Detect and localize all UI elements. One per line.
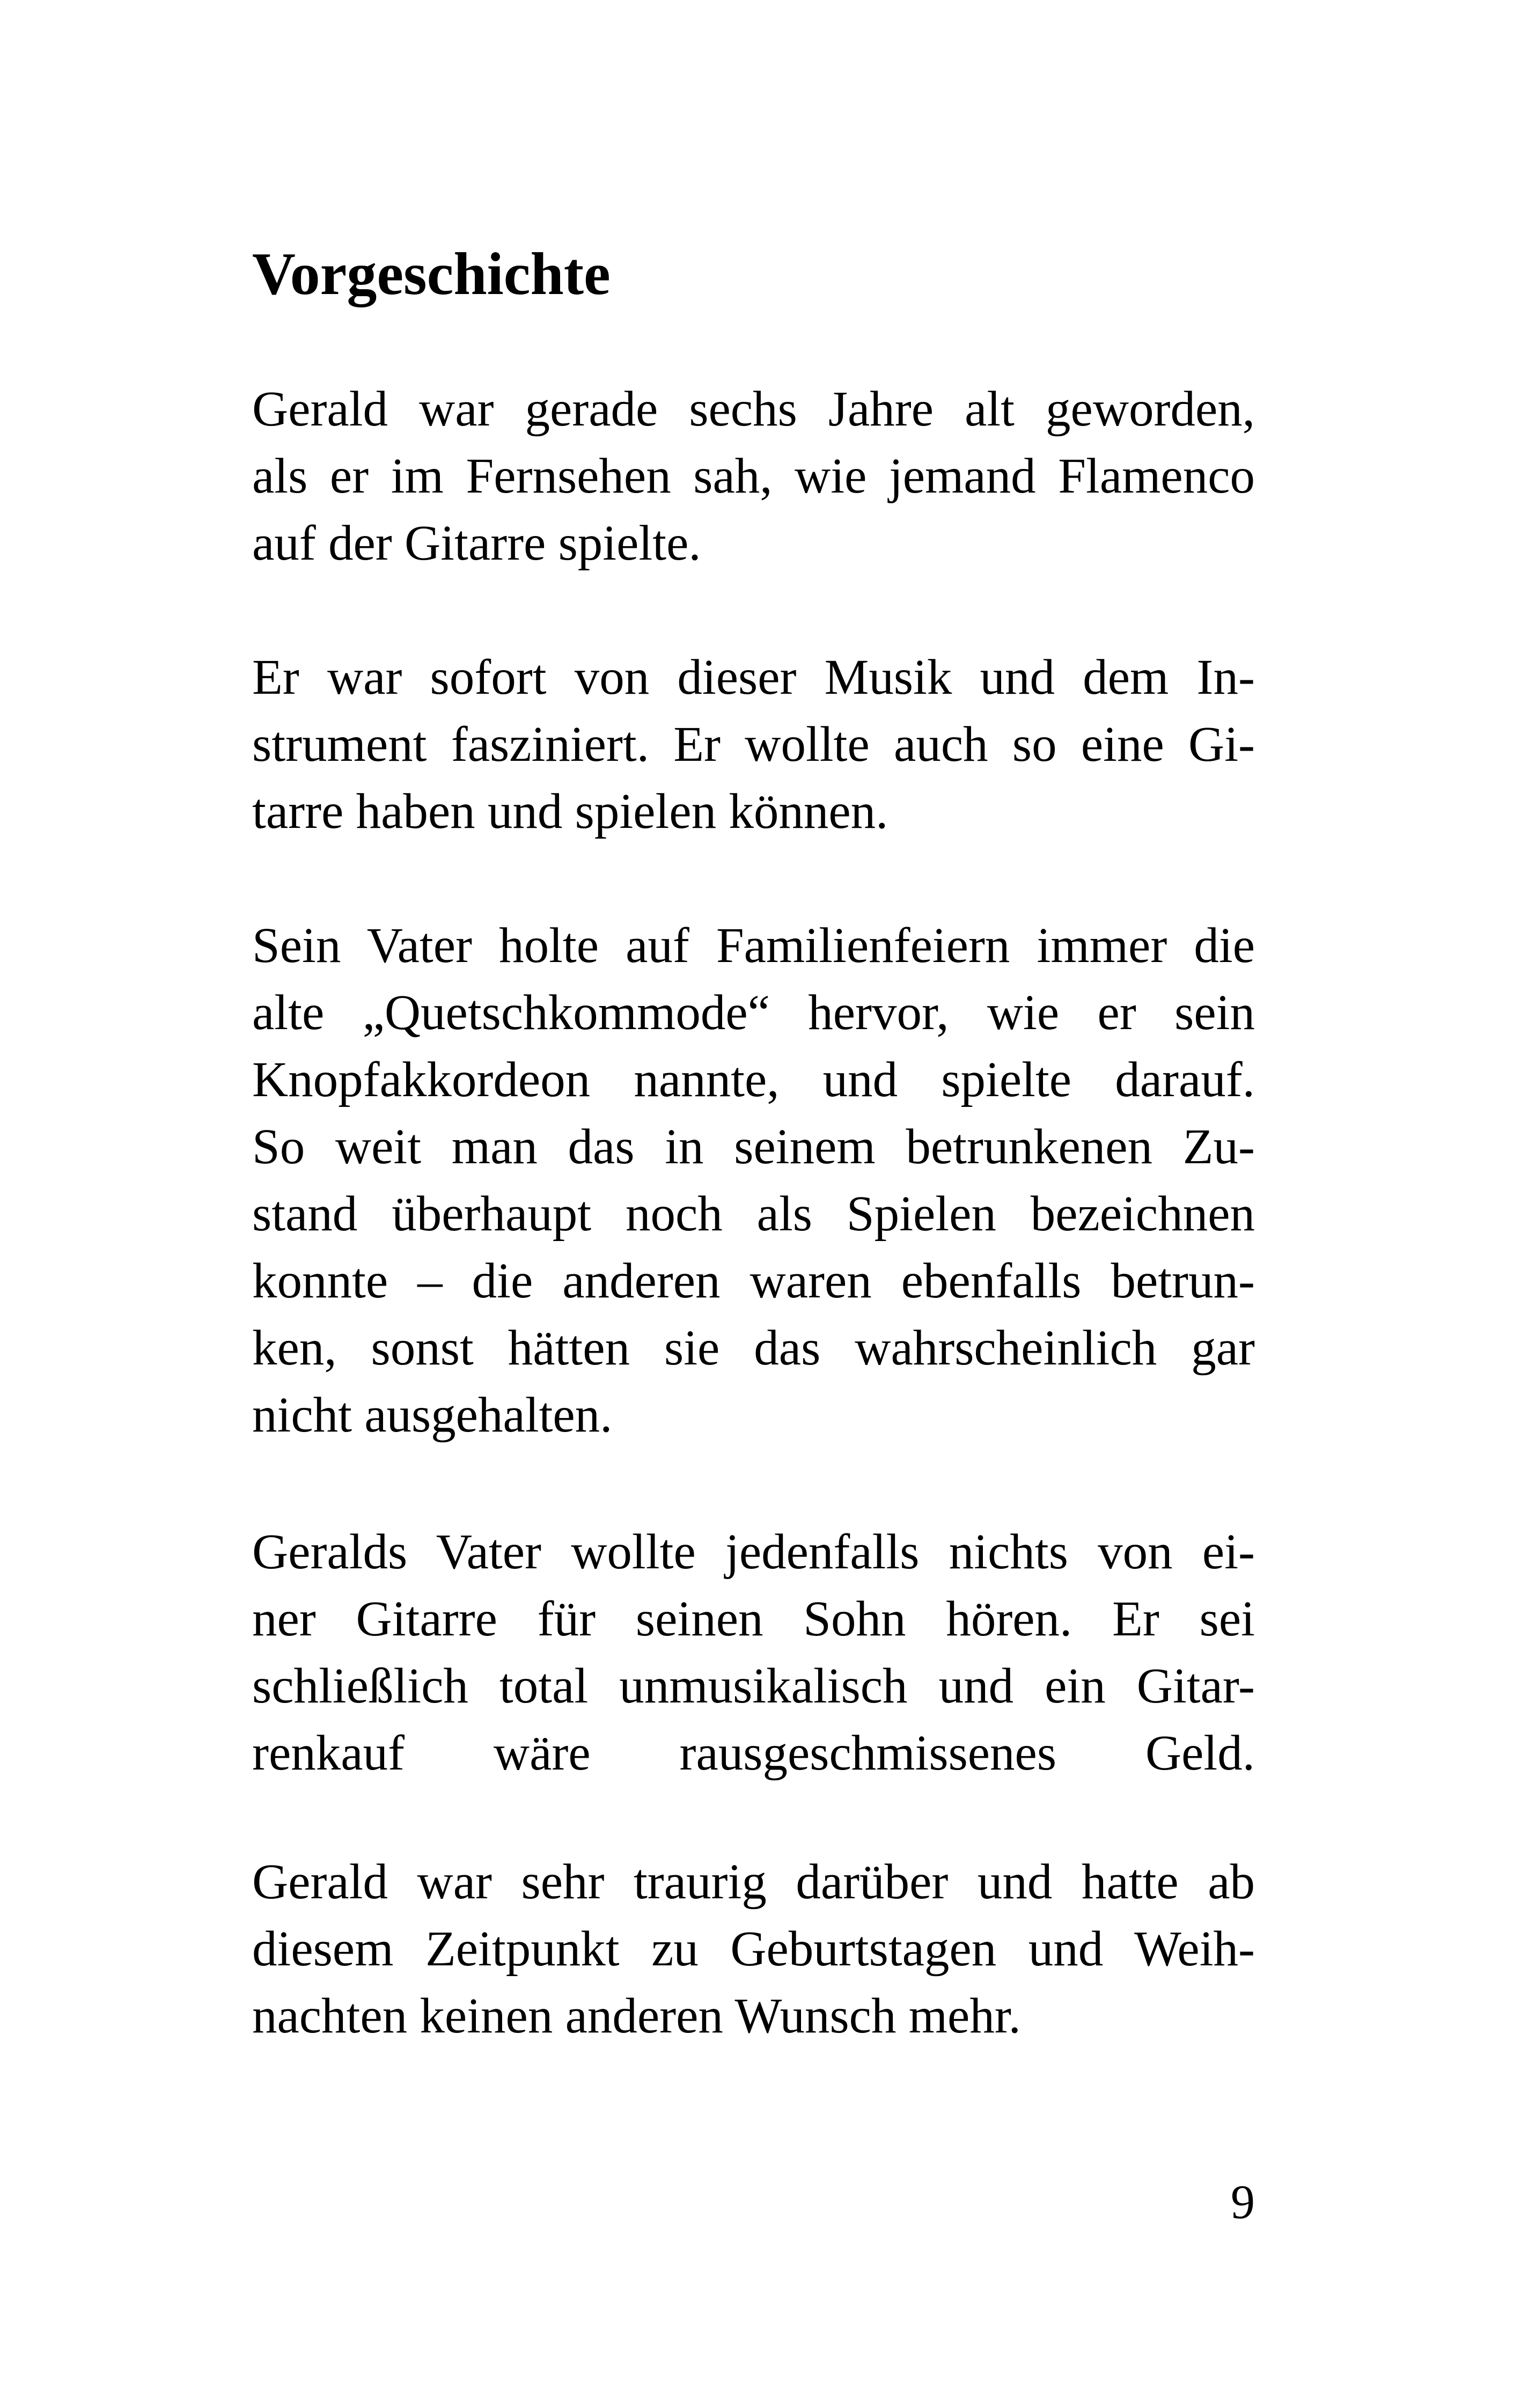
text-line: renkauf wäre rausgeschmissenes Geld. <box>252 1726 1255 1781</box>
text-line: Sein Vater holte auf Familienfeiern immer die <box>252 918 1255 973</box>
text-line: ner Gitarre für seinen Sohn hören. Er sei <box>252 1591 1255 1647</box>
paragraph-3 <box>252 912 1255 1449</box>
paragraph-2 <box>252 644 1255 845</box>
text-line: als er im Fernsehen sah, wie jemand Flamenco <box>252 449 1255 504</box>
text-line: stand überhaupt noch als Spielen bezeichnen <box>252 1186 1255 1242</box>
paragraph-1 <box>252 376 1255 577</box>
paragraph-5 <box>252 1848 1255 2050</box>
text-line: ken, sonst hätten sie das wahrscheinlich gar <box>252 1320 1255 1376</box>
text-line: Gerald war gerade sechs Jahre alt geworden, <box>252 381 1255 437</box>
chapter-heading: Vorgeschichte <box>252 241 611 307</box>
text-line: Geralds Vater wollte jedenfalls nichts von ei- <box>252 1524 1255 1580</box>
text-line: Gerald war sehr traurig darüber und hatte ab <box>252 1854 1255 1910</box>
page-number: 9 <box>1231 2176 1255 2229</box>
paragraph-4 <box>252 1518 1255 1787</box>
text-line: alte „Quetschkommode“ hervor, wie er sein <box>252 985 1255 1040</box>
text-line: nachten keinen anderen Wunsch mehr. <box>252 1988 1021 2044</box>
text-line: tarre haben und spielen können. <box>252 784 888 839</box>
text-line: konnte – die anderen waren ebenfalls betrun- <box>252 1253 1255 1309</box>
text-line: auf der Gitarre spielte. <box>252 516 701 571</box>
text-line: Er war sofort von dieser Musik und dem In- <box>252 650 1255 705</box>
text-line: strument fasziniert. Er wollte auch so eine Gi- <box>252 717 1255 772</box>
text-line: So weit man das in seinem betrunkenen Zu- <box>252 1119 1255 1174</box>
text-line: diesem Zeitpunkt zu Geburtstagen und Weih- <box>252 1921 1255 1977</box>
text-line: Knopfakkordeon nannte, und spielte darauf. <box>252 1052 1255 1107</box>
text-line: schließlich total unmusikalisch und ein Gitar- <box>252 1658 1255 1714</box>
text-line: nicht ausgehalten. <box>252 1387 613 1443</box>
